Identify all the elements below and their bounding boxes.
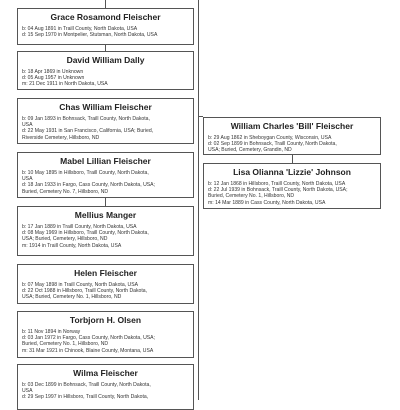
person-card-william-charles-bill-fleischer[interactable]	[203, 117, 381, 155]
person-name: Mellius Manger	[74, 210, 137, 220]
person-facts	[22, 382, 189, 401]
person-name: Torbjorn H. Olsen	[69, 315, 142, 325]
fact-line: b: 29 Aug 1862 in Sheboygan County, Wisconsin, USA	[208, 135, 332, 141]
person-name: Mabel Lillian Fleischer	[60, 156, 151, 166]
person-facts	[22, 224, 189, 249]
person-name: Chas William Fleischer	[59, 102, 152, 112]
fact-line: Buried, Cemetery No. 1, Hillsboro, ND	[208, 193, 295, 200]
fact-line: b: 04 Aug 1891 in Traill County, North Dakota, USA	[22, 26, 138, 32]
person-name: Grace Rosamond Fleischer	[50, 12, 161, 22]
fact-line: USA; Buried, Cemetery No. 1, Hillsboro, ND	[22, 294, 122, 301]
fact-line: d: 15 Sep 1970 in Montpelier, Stutsman, North Dakota, USA	[22, 32, 158, 39]
fact-line: Buried, Cemetery No. 7, Hillsboro, ND	[22, 188, 109, 195]
person-card-mabel-lillian-fleischer[interactable]	[17, 152, 194, 198]
person-card-lisa-olianna-lizzie-johnson[interactable]	[203, 163, 381, 209]
person-facts	[22, 69, 189, 88]
person-card-david-william-dally[interactable]	[17, 51, 194, 90]
parents-vertical-connector	[198, 0, 199, 400]
person-facts	[22, 116, 189, 141]
person-facts	[22, 26, 189, 38]
fact-line: b: 07 May 1898 in Traill County, North Dakota, USA	[22, 282, 138, 288]
fact-line: b: 10 May 1895 in Hillsboro, Traill County, North Dakota,	[22, 170, 149, 176]
person-card-torbjorn-h-olsen[interactable]	[17, 311, 194, 358]
fact-line: USA; Buried, Cemetery, Grandin, ND	[208, 147, 292, 154]
fact-line: m: 1914 in Traill County, North Dakota, USA	[22, 242, 122, 249]
fact-line: USA	[22, 388, 33, 395]
fact-line: b: 09 Jan 1893 in Bohnsack, Traill County, North Dakota,	[22, 116, 150, 122]
person-card-mellius-manger[interactable]	[17, 206, 194, 256]
person-name: Lisa Olianna 'Lizzie' Johnson	[233, 167, 351, 177]
fact-line: USA	[22, 122, 33, 129]
person-card-chas-william-fleischer[interactable]	[17, 98, 194, 144]
fact-line: d: 03 Jan 1972 in Fargo, Cass County, North Dakota, USA;	[22, 335, 155, 342]
fact-line: b: 03 Dec 1899 in Bohnsack, Traill County, North Dakota,	[22, 382, 151, 388]
fact-line: USA	[22, 176, 33, 183]
person-facts	[208, 135, 376, 154]
person-facts	[22, 282, 189, 301]
person-card-grace-rosamond-fleischer[interactable]	[17, 8, 194, 45]
person-card-wilma-fleischer[interactable]	[17, 364, 194, 410]
fact-line: d: 29 Sep 1997 in Hillsboro, Traill County, North Dakota,	[22, 394, 149, 401]
person-name: William Charles 'Bill' Fleischer	[230, 121, 354, 131]
fact-line: m: 14 Mar 1889 in Cass County, North Dakota, USA	[208, 199, 326, 206]
fact-line: d: 05 Aug 1957 in Unknown	[22, 75, 85, 82]
person-facts	[22, 170, 189, 195]
fact-line: m: 21 Dec 1911 in North Dakota, USA	[22, 81, 108, 88]
fact-line: Buried, Cemetery No. 1, Hillsboro, ND	[22, 341, 109, 348]
fact-line: d: 02 Sep 1899 in Bohnsack, Traill County, North Dakota,	[208, 141, 337, 148]
fact-line: d: 08 May 1969 in Hillsboro, Traill County, North Dakota,	[22, 230, 149, 237]
person-name: David William Dally	[66, 55, 145, 65]
fact-line: b: 18 Apr 1869 in Unknown	[22, 69, 84, 75]
couple-connector	[292, 155, 293, 163]
couple-connector	[105, 198, 106, 206]
person-name: Wilma Fleischer	[73, 368, 138, 378]
fact-line: b: 12 Jan 1868 in Hillsboro, Traill County, North Dakota, USA	[208, 181, 346, 187]
fact-line: USA; Buried, Cemetery, Hillsboro, ND	[22, 236, 108, 243]
fact-line: m: 31 Mar 1921 in Chinook, Blaine County, Montana, USA	[22, 347, 154, 354]
person-facts	[22, 329, 189, 354]
fact-line: b: 11 Nov 1894 in Norway	[22, 329, 81, 335]
person-facts	[208, 181, 376, 206]
connector-top	[105, 0, 106, 8]
fact-line: d: 22 Jul 1939 in Bohnsack, Traill County, North Dakota, USA;	[208, 187, 348, 194]
fact-line: d: 18 Jan 1933 in Fargo, Cass County, North Dakota, USA;	[22, 182, 155, 189]
fact-line: Riverside Cemetery, Hillsboro, ND	[22, 134, 100, 141]
person-name: Helen Fleischer	[74, 268, 137, 278]
fact-line: d: 22 May 1931 in San Francisco, California, USA; Buried,	[22, 128, 154, 135]
fact-line: b: 17 Jan 1889 in Traill County, North Dakota, USA	[22, 224, 137, 230]
person-card-helen-fleischer[interactable]	[17, 264, 194, 304]
fact-line: d: 22 Oct 1988 in Hillsboro, Traill County, North Dakota,	[22, 288, 148, 295]
